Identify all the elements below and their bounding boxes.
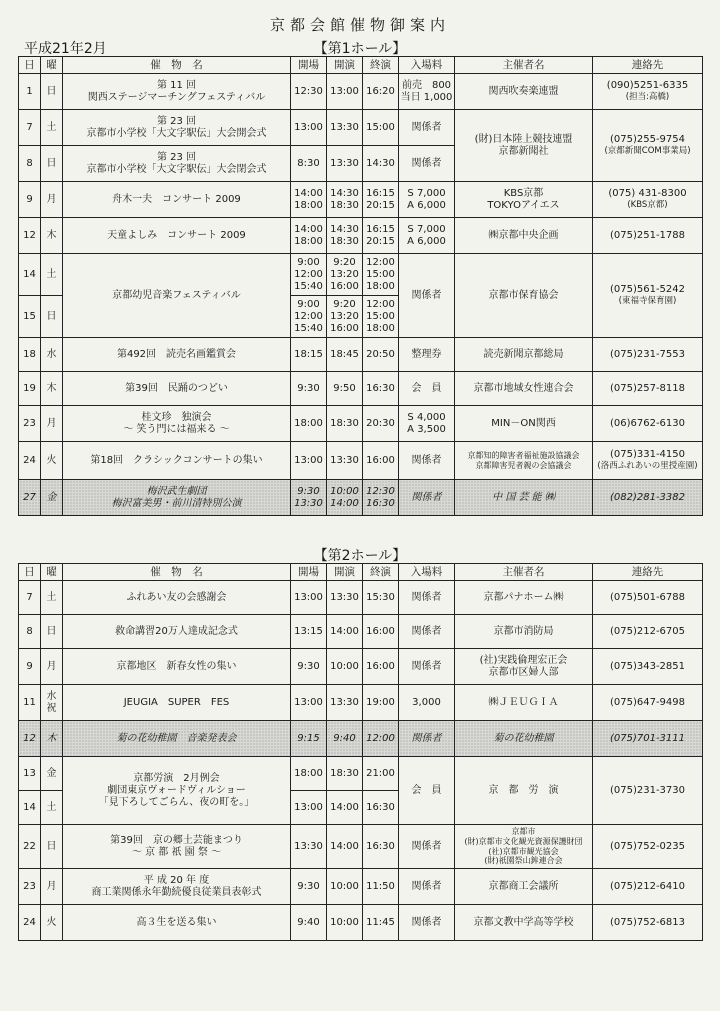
- cell-start: 10:00: [327, 869, 363, 905]
- cell-organizer: 菊の花幼稚園: [455, 721, 593, 757]
- cell-event: 桂文珍 独演会 ～ 笑う門には福来る ～: [63, 406, 291, 442]
- cell-open: 9:30: [291, 869, 327, 905]
- cell-open: 8:30: [291, 146, 327, 182]
- cell-start: 14:30 18:30: [327, 218, 363, 254]
- cell-fee: 関係者: [399, 480, 455, 516]
- hall2-title: 【第2ホール】: [313, 548, 407, 564]
- cell-event: 第 11 回 関西ステージマーチングフェスティバル: [63, 74, 291, 110]
- cell-open: 13:00: [291, 685, 327, 721]
- cell-fee: 関係者: [399, 905, 455, 941]
- cell-fee: 関係者: [399, 581, 455, 615]
- cell-end: 20:50: [363, 338, 399, 372]
- cell-open: 13:15: [291, 615, 327, 649]
- cell-event: 第 23 回 京都市小学校「大文字駅伝」大会閉会式: [63, 146, 291, 182]
- cell-contact: (075)231-7553: [593, 338, 703, 372]
- cell-start: 14:30 18:30: [327, 182, 363, 218]
- cell-fee: 関係者: [399, 442, 455, 480]
- cell-open: 18:00: [291, 406, 327, 442]
- cell-start: 13:00: [327, 74, 363, 110]
- table-row: [19, 406, 703, 442]
- table-row: [19, 615, 703, 649]
- cell-end: 21:00: [363, 757, 399, 791]
- cell-start: 13:30: [327, 146, 363, 182]
- hall1-title: 【第1ホール】: [313, 41, 407, 57]
- cell-organizer: 中 国 芸 能 ㈱: [455, 480, 593, 516]
- cell-fee: 関係者: [399, 869, 455, 905]
- cell-end: 19:00: [363, 685, 399, 721]
- cell-open: 12:30: [291, 74, 327, 110]
- cell-day: 13: [19, 757, 41, 791]
- cell-weekday: 日: [41, 146, 63, 182]
- header-event: 催 物 名: [63, 564, 291, 581]
- header-open: 開場: [291, 564, 327, 581]
- cell-organizer: 京都知的障害者福祉施設協議会 京都障害児者親の会協議会: [455, 442, 593, 480]
- cell-contact: (075)343-2851: [593, 649, 703, 685]
- cell-end: 16:20: [363, 74, 399, 110]
- cell-start: 14:00: [327, 791, 363, 825]
- cell-organizer: 関西吹奏楽連盟: [455, 74, 593, 110]
- table-row: [19, 825, 703, 869]
- cell-open: 13:30: [291, 825, 327, 869]
- table-row: [19, 649, 703, 685]
- cell-contact: (075)212-6410: [593, 869, 703, 905]
- hall1-schedule-table: [18, 56, 703, 516]
- cell-weekday: 土: [41, 110, 63, 146]
- cell-start: 13:30: [327, 581, 363, 615]
- cell-end: 16:00: [363, 442, 399, 480]
- cell-end: 16:30: [363, 825, 399, 869]
- cell-fee: 関係者: [399, 721, 455, 757]
- header-contact: 連絡先: [593, 564, 703, 581]
- table-row: [19, 480, 703, 516]
- cell-open: 18:00: [291, 757, 327, 791]
- cell-weekday: 土: [41, 581, 63, 615]
- cell-day: 22: [19, 825, 41, 869]
- cell-day: 9: [19, 649, 41, 685]
- cell-fee: 会 員: [399, 757, 455, 825]
- cell-event: 菊の花幼稚園 音楽発表会: [63, 721, 291, 757]
- header-organizer: 主催者名: [455, 564, 593, 581]
- cell-open: 13:00: [291, 791, 327, 825]
- cell-organizer: ㈱京都中央企画: [455, 218, 593, 254]
- cell-weekday: 水 祝: [41, 685, 63, 721]
- cell-contact: (090)5251-6335 (担当:高橋): [593, 74, 703, 110]
- cell-weekday: 木: [41, 218, 63, 254]
- cell-day: 15: [19, 296, 41, 338]
- cell-event: 第 23 回 京都市小学校「大文字駅伝」大会開会式: [63, 110, 291, 146]
- table-row: [19, 254, 703, 296]
- cell-open: 9:30 13:30: [291, 480, 327, 516]
- cell-event: 第492回 読売名画鑑賞会: [63, 338, 291, 372]
- cell-weekday: 火: [41, 905, 63, 941]
- cell-start: 18:30: [327, 757, 363, 791]
- cell-weekday: 日: [41, 825, 63, 869]
- cell-contact: (06)6762-6130: [593, 406, 703, 442]
- cell-end: 16:00: [363, 649, 399, 685]
- cell-contact: (075)257-8118: [593, 372, 703, 406]
- cell-event: 第18回 クラシックコンサートの集い: [63, 442, 291, 480]
- cell-weekday: 日: [41, 296, 63, 338]
- table-row: [19, 110, 703, 146]
- cell-fee: 会 員: [399, 372, 455, 406]
- cell-start: 10:00: [327, 905, 363, 941]
- cell-organizer: (財)日本陸上競技連盟 京都新聞社: [455, 110, 593, 182]
- cell-open: 13:00: [291, 581, 327, 615]
- cell-event: 第39回 民踊のつどい: [63, 372, 291, 406]
- cell-organizer: 京都パナホーム㈱: [455, 581, 593, 615]
- cell-day: 14: [19, 791, 41, 825]
- cell-start: 9:20 13:20 16:00: [327, 254, 363, 296]
- cell-end: 12:00 15:00 18:00: [363, 296, 399, 338]
- cell-event: JEUGIA SUPER FES: [63, 685, 291, 721]
- cell-open: 13:00: [291, 110, 327, 146]
- cell-day: 9: [19, 182, 41, 218]
- table-row: [19, 74, 703, 110]
- cell-event: 京都幼児音楽フェスティバル: [63, 254, 291, 338]
- cell-end: 15:30: [363, 581, 399, 615]
- cell-end: 16:15 20:15: [363, 218, 399, 254]
- header-end: 終演: [363, 564, 399, 581]
- header-organizer: 主催者名: [455, 57, 593, 74]
- table-row: [19, 905, 703, 941]
- table-header-row: [19, 57, 703, 74]
- cell-open: 9:30: [291, 372, 327, 406]
- cell-organizer: 京都文教中学高等学校: [455, 905, 593, 941]
- cell-weekday: 月: [41, 649, 63, 685]
- table-row: [19, 338, 703, 372]
- cell-contact: (075)255-9754 (京都新聞COM事業局): [593, 110, 703, 182]
- cell-day: 8: [19, 146, 41, 182]
- header-day: 日: [19, 564, 41, 581]
- cell-open: 9:30: [291, 649, 327, 685]
- cell-fee: 整理券: [399, 338, 455, 372]
- header-start: 開演: [327, 57, 363, 74]
- cell-start: 13:30: [327, 110, 363, 146]
- cell-contact: (075)212-6705: [593, 615, 703, 649]
- cell-fee: 前売 800 当日 1,000: [399, 74, 455, 110]
- cell-organizer: (社)実践倫理宏正会 京都市区婦人部: [455, 649, 593, 685]
- cell-open: 14:00 18:00: [291, 218, 327, 254]
- cell-weekday: 木: [41, 372, 63, 406]
- header-open: 開場: [291, 57, 327, 74]
- cell-fee: 関係者: [399, 825, 455, 869]
- cell-end: 16:15 20:15: [363, 182, 399, 218]
- cell-event: 高３生を送る集い: [63, 905, 291, 941]
- cell-event: 舟木一夫 コンサート 2009: [63, 182, 291, 218]
- cell-fee: S 7,000 A 6,000: [399, 182, 455, 218]
- cell-event: 平 成 20 年 度 商工業関係永年勤続優良従業員表彰式: [63, 869, 291, 905]
- cell-organizer: KBS京都 TOKYOアイエス: [455, 182, 593, 218]
- cell-organizer: ㈱ＪＥＵＧＩＡ: [455, 685, 593, 721]
- cell-end: 12:30 16:30: [363, 480, 399, 516]
- cell-weekday: 月: [41, 869, 63, 905]
- cell-start: 14:00: [327, 825, 363, 869]
- cell-start: 10:00 14:00: [327, 480, 363, 516]
- period-label: 平成21年2月: [24, 41, 107, 57]
- table-header-row: [19, 564, 703, 581]
- cell-open: 9:15: [291, 721, 327, 757]
- cell-open: 9:00 12:00 15:40: [291, 254, 327, 296]
- cell-contact: (075)752-6813: [593, 905, 703, 941]
- cell-open: 18:15: [291, 338, 327, 372]
- cell-weekday: 火: [41, 442, 63, 480]
- cell-fee: S 7,000 A 6,000: [399, 218, 455, 254]
- cell-end: 20:30: [363, 406, 399, 442]
- cell-day: 23: [19, 869, 41, 905]
- cell-fee: 関係者: [399, 615, 455, 649]
- cell-contact: (082)281-3382: [593, 480, 703, 516]
- cell-weekday: 日: [41, 615, 63, 649]
- cell-fee: 関係者: [399, 254, 455, 338]
- cell-end: 16:30: [363, 791, 399, 825]
- cell-day: 11: [19, 685, 41, 721]
- table-row: [19, 869, 703, 905]
- cell-day: 8: [19, 615, 41, 649]
- cell-contact: (075)251-1788: [593, 218, 703, 254]
- cell-contact: (075)701-3111: [593, 721, 703, 757]
- cell-weekday: 月: [41, 182, 63, 218]
- cell-organizer: 京都市消防局: [455, 615, 593, 649]
- cell-fee: 関係者: [399, 110, 455, 146]
- cell-start: 14:00: [327, 615, 363, 649]
- cell-start: 18:30: [327, 406, 363, 442]
- cell-open: 13:00: [291, 442, 327, 480]
- cell-day: 27: [19, 480, 41, 516]
- cell-weekday: 水: [41, 338, 63, 372]
- cell-event: 京都労演 2月例会 劇団東京ヴォードヴィルショー 「見下ろしてごらん、夜の町を。」: [63, 757, 291, 825]
- cell-event: 第39回 京の郷土芸能まつり ～ 京 都 祇 園 祭 ～: [63, 825, 291, 869]
- cell-contact: (075)647-9498: [593, 685, 703, 721]
- cell-day: 24: [19, 905, 41, 941]
- header-contact: 連絡先: [593, 57, 703, 74]
- cell-organizer: 読売新聞京都総局: [455, 338, 593, 372]
- cell-contact: (075)331-4150 (洛西ふれあいの里授産園): [593, 442, 703, 480]
- cell-organizer: 京都商工会議所: [455, 869, 593, 905]
- cell-start: 9:50: [327, 372, 363, 406]
- cell-start: 10:00: [327, 649, 363, 685]
- cell-start: 9:40: [327, 721, 363, 757]
- cell-start: 9:20 13:20 16:00: [327, 296, 363, 338]
- header-event: 催 物 名: [63, 57, 291, 74]
- cell-end: 12:00 15:00 18:00: [363, 254, 399, 296]
- cell-fee: S 4,000 A 3,500: [399, 406, 455, 442]
- cell-open: 14:00 18:00: [291, 182, 327, 218]
- table-row: [19, 581, 703, 615]
- cell-day: 14: [19, 254, 41, 296]
- table-row: [19, 372, 703, 406]
- cell-fee: 関係者: [399, 649, 455, 685]
- cell-weekday: 土: [41, 254, 63, 296]
- hall2-schedule-table: [18, 563, 703, 941]
- cell-contact: (075) 431-8300 (KBS京都): [593, 182, 703, 218]
- header-day: 日: [19, 57, 41, 74]
- cell-weekday: 金: [41, 480, 63, 516]
- cell-end: 16:00: [363, 615, 399, 649]
- cell-contact: (075)231-3730: [593, 757, 703, 825]
- cell-fee: 関係者: [399, 146, 455, 182]
- cell-day: 12: [19, 721, 41, 757]
- cell-end: 11:45: [363, 905, 399, 941]
- cell-organizer: 京都市 (財)京都市文化観光資源保護財団 (社)京都市観光協会 (財)祇園祭山鉾連合会: [455, 825, 593, 869]
- cell-day: 23: [19, 406, 41, 442]
- cell-day: 24: [19, 442, 41, 480]
- cell-start: 13:30: [327, 442, 363, 480]
- cell-weekday: 金: [41, 757, 63, 791]
- table-row: [19, 721, 703, 757]
- cell-day: 7: [19, 581, 41, 615]
- cell-event: 梅沢武生劇団 梅沢富美男・前川清特別公演: [63, 480, 291, 516]
- cell-organizer: 京 都 労 演: [455, 757, 593, 825]
- cell-day: 1: [19, 74, 41, 110]
- cell-weekday: 月: [41, 406, 63, 442]
- header-end: 終演: [363, 57, 399, 74]
- cell-day: 19: [19, 372, 41, 406]
- cell-open: 9:00 12:00 15:40: [291, 296, 327, 338]
- header-start: 開演: [327, 564, 363, 581]
- cell-weekday: 日: [41, 74, 63, 110]
- table-row: [19, 685, 703, 721]
- header-admission: 入場料: [399, 57, 455, 74]
- table-row: [19, 442, 703, 480]
- cell-day: 7: [19, 110, 41, 146]
- header-admission: 入場料: [399, 564, 455, 581]
- cell-end: 15:00: [363, 110, 399, 146]
- cell-event: 京都地区 新春女性の集い: [63, 649, 291, 685]
- cell-weekday: 木: [41, 721, 63, 757]
- cell-event: 救命講習20万人達成記念式: [63, 615, 291, 649]
- cell-event: 天童よしみ コンサート 2009: [63, 218, 291, 254]
- cell-organizer: 京都市保育協会: [455, 254, 593, 338]
- table-row: [19, 182, 703, 218]
- table-row: [19, 218, 703, 254]
- cell-day: 12: [19, 218, 41, 254]
- cell-fee: 3,000: [399, 685, 455, 721]
- cell-event: ふれあい友の会感謝会: [63, 581, 291, 615]
- header-weekday: 曜: [41, 564, 63, 581]
- cell-day: 18: [19, 338, 41, 372]
- cell-end: 12:00: [363, 721, 399, 757]
- cell-start: 18:45: [327, 338, 363, 372]
- document-title: 京都会館催物御案内: [269, 16, 450, 34]
- cell-end: 14:30: [363, 146, 399, 182]
- cell-organizer: 京都市地域女性連合会: [455, 372, 593, 406]
- cell-end: 11:50: [363, 869, 399, 905]
- cell-contact: (075)501-6788: [593, 581, 703, 615]
- cell-open: 9:40: [291, 905, 327, 941]
- header-weekday: 曜: [41, 57, 63, 74]
- cell-weekday: 土: [41, 791, 63, 825]
- table-row: [19, 757, 703, 791]
- cell-organizer: MIN－ON関西: [455, 406, 593, 442]
- cell-end: 16:30: [363, 372, 399, 406]
- cell-contact: (075)561-5242 (東福寺保育園): [593, 254, 703, 338]
- cell-contact: (075)752-0235: [593, 825, 703, 869]
- cell-start: 13:30: [327, 685, 363, 721]
